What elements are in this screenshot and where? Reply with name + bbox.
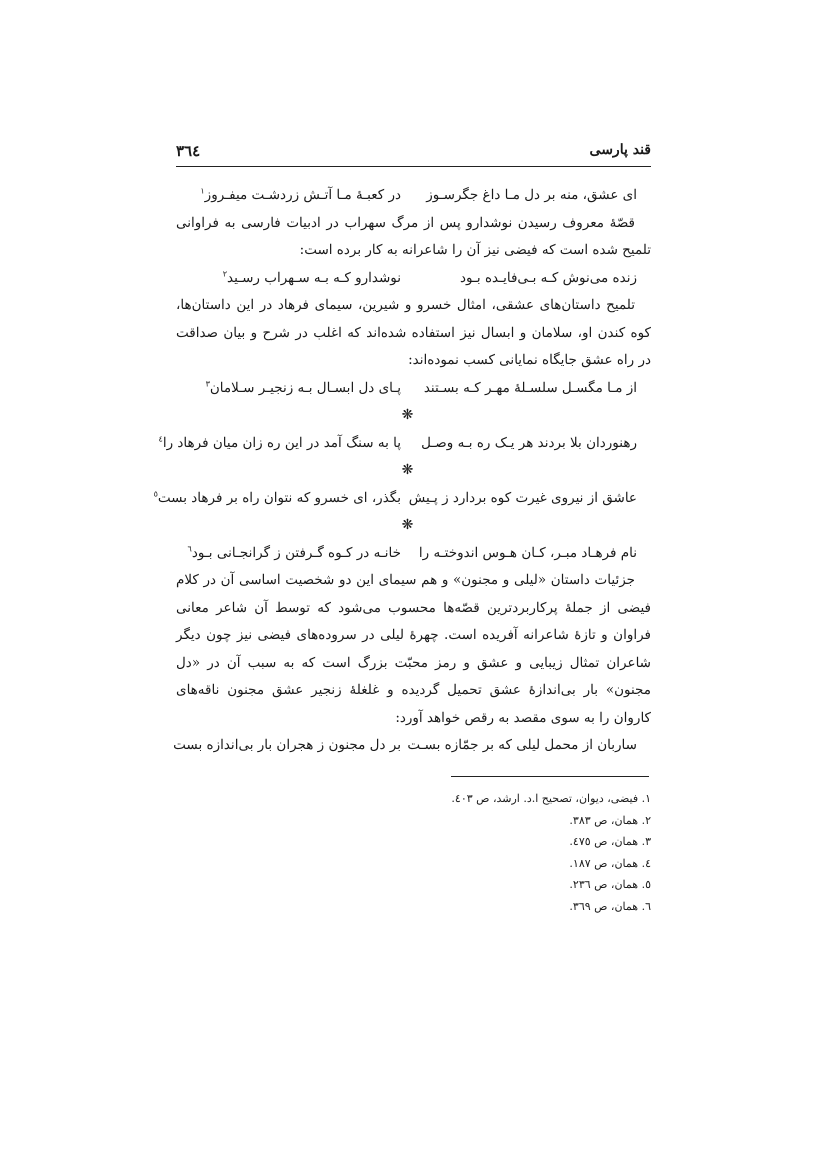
verse-separator-icon: ❋ (401, 462, 414, 478)
footnote-ref: ٦ (187, 544, 192, 553)
verse (176, 265, 651, 293)
footnote-ref: ١ (200, 186, 205, 196)
hemistich-second: پا به سنگ آمد در این ره زان میان فرهاد را$^٤$ (158, 434, 401, 451)
hemistich-first: نام فرهـاد مبـر، کـان هـوس اندوختـه را (418, 544, 637, 561)
footnote: ٢. همان، ص ٣٨٣. (569, 813, 651, 827)
footnote-ref: ٤ (158, 434, 163, 443)
footnote: ١. فیضی، دیوان، تصحیح ا.د. ارشد، ص ٤٠٣. (451, 792, 651, 805)
hemistich-second: نوشدارو کـه بـه سـهراب رسـید$^٢$ (222, 269, 401, 286)
footnote-ref: ٥ (153, 489, 158, 498)
hemistich-second: بگذر، ای خسرو که نتوان راه بر فرهاد بست$^٥$ (153, 489, 401, 506)
footnote: ٥. همان، ص ٢٣٦. (569, 878, 651, 891)
main-text (153, 182, 651, 760)
footnotes (351, 788, 651, 917)
hemistich-second: خانـه در کـوه گـرفتن ز گرانجـانی بـود$^٦$ (187, 544, 401, 561)
verse (176, 182, 651, 210)
hemistich-first: رهنوردان بلا بردند هر یـک ره بـه وصـل (421, 434, 637, 451)
hemistich-second: در کعبـۀ مـا آتـش زردشـت میفـروز$^١$ (200, 186, 401, 203)
hemistich-second: بر دل مجنون ز هجران بار بی‌اندازه بست (173, 737, 401, 753)
hemistich-first: از مـا مگسـل سلسـلۀ مهـر کـه بسـتند (423, 379, 637, 396)
footnote: ٣. همان، ص ٤٧٥. (569, 835, 651, 848)
verse (176, 375, 651, 403)
verse (176, 540, 651, 568)
running-header (176, 142, 651, 167)
footnote-ref: ٢ (222, 269, 227, 278)
verse (158, 430, 651, 458)
paragraph: جزئیات داستان «لیلی و مجنون» و هم سیمای این دو شخصیت اساسی آن در کلام فیضی از جملۀ پرکاربردترین قصّه‌ها محسوب می‌شود که توسط آن شاعر معانی فراوان و تازۀ شاعرانه آفریده است. چهرۀ لیلی در سروده‌های فیضی نیز چون دیگر شاعران تمثال زیبایی و عشق و رمز محبّت بزرگ است که به سبب آن در «دل مجنون» بار بی‌اندازۀ عشق تحمیل گردیده و غلغلۀ زنجیر عشق مجنون ناقه‌های کاروان را به سوی مقصد به رقص خواهد آورد: (176, 572, 651, 726)
hemistich-first: زنده می‌نوش کـه بـی‌فایـده بـود (459, 269, 637, 286)
hemistich-second: پـای دل ابسـال بـه زنجیـر سـلامان$^٣$ (205, 379, 401, 396)
footnote: ٦. همان، ص ٣٦٩. (569, 899, 651, 913)
hemistich-first: ای عشق، منه بر دل مـا داغ جگرسـوز (426, 187, 637, 203)
hemistich-first: عاشق از نیروی غیرت کوه بردارد ز پـیش (408, 489, 637, 506)
verse-separator-icon: ❋ (401, 407, 414, 423)
paragraph: تلمیح داستان‌های عشقی، امثال خسرو و شیرین، سیمای فرهاد در این داستان‌ها، کوه کندن او، سلامان و ابسال نیز استفاده شده‌اند که اغلب در شرح و بیان صداقت در راه عشق جایگاه نمایانی کسب نموده‌اند: (176, 297, 651, 368)
page-number: ٣٦٤ (176, 142, 201, 160)
footnote-ref: ٣ (205, 379, 210, 388)
verse-separator-icon: ❋ (401, 517, 414, 533)
verse (153, 485, 651, 513)
hemistich-first: ساربان از محمل لیلی که بر جمّازه بسـت (407, 737, 637, 753)
footnote-divider (451, 776, 649, 777)
paragraph: قصّۀ معروف رسیدن نوشدارو پس از مرگ سهراب در ادبیات فارسی به فراوانی تلمیح شده است که فیضی نیز آن را شاعرانه به کار برده است: (176, 214, 651, 258)
book-title: قند پارسی (589, 142, 651, 158)
verse (173, 732, 651, 760)
footnote: ٤. همان، ص ١٨٧. (569, 856, 651, 870)
